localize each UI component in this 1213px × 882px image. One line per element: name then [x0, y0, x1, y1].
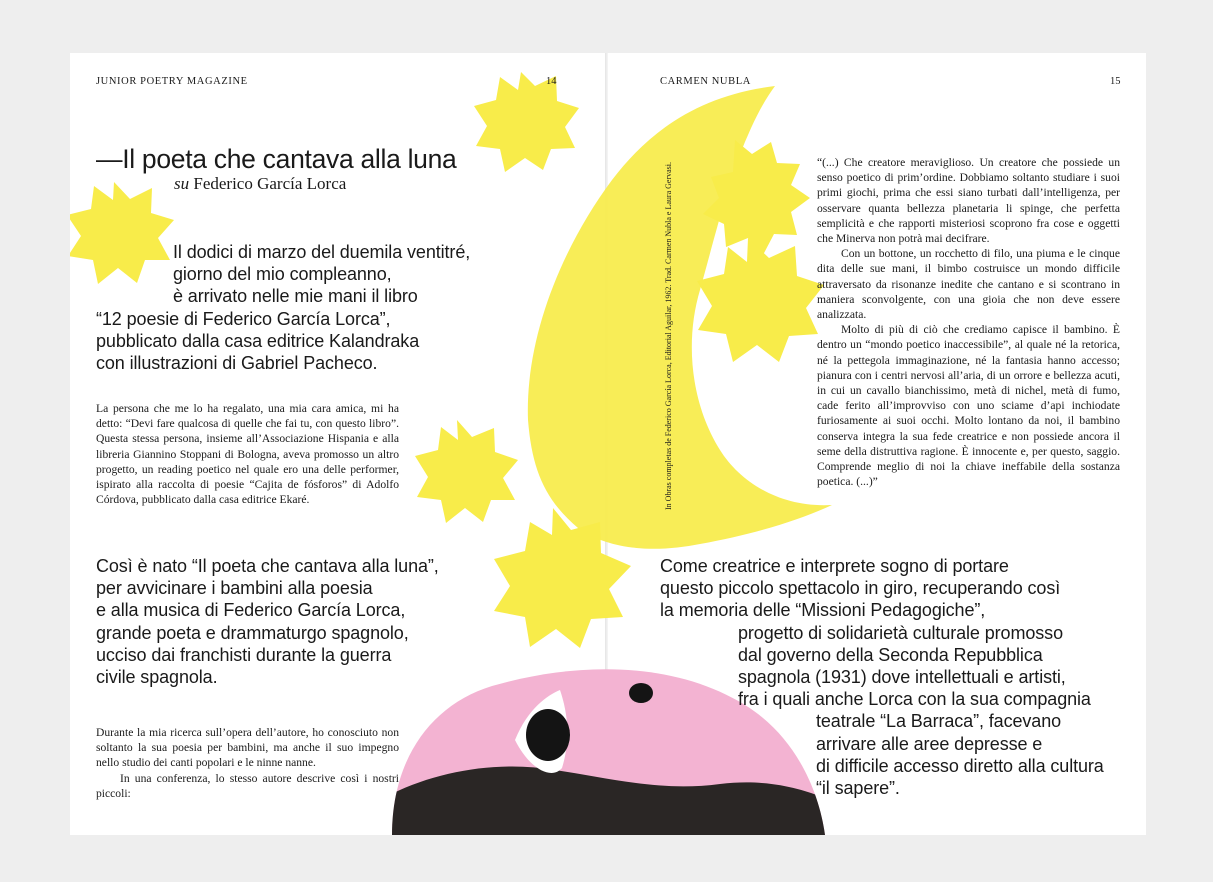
page-subtitle — [174, 174, 346, 194]
closing-line: di difficile accesso diretto alla cultura — [816, 755, 1104, 776]
closing-line: questo piccolo spettacolo in giro, recuperando così — [660, 578, 1061, 599]
closing-paragraph — [660, 555, 1104, 799]
page-title: —Il poeta che cantava alla luna — [96, 144, 457, 174]
running-head-left: JUNIOR POETRY MAGAZINE — [96, 76, 248, 87]
body-text-1 — [96, 401, 399, 507]
closing-line: arrivare alle aree depresse e — [816, 733, 1043, 754]
closing-line: progetto di solidarietà culturale promosso — [738, 622, 1063, 643]
quote-paragraph: Con un bottone, un rocchetto di filo, una piuma e le cinque dita delle sue mani, il bimbo costruisce un mondo difficile attraversato da risonanze inedite che cantano e si scontrano in maniera sconvolgente, con una gioia che non deve essere analizzata. — [817, 247, 1120, 322]
body-text-2 — [96, 725, 399, 801]
subtitle-name: Federico García Lorca — [193, 174, 347, 193]
intro-line: giorno del mio compleanno, — [173, 264, 392, 285]
closing-line: la memoria delle “Missioni Pedagogiche”, — [660, 600, 986, 621]
mid-line: ucciso dai franchisti durante la guerra — [96, 644, 392, 665]
closing-line: fra i quali anche Lorca con la sua compagnia — [738, 689, 1091, 710]
quote-paragraph: “(...) Che creatore meraviglioso. Un creatore che possiede un senso poetico di prim’ordine. Dobbiamo soltanto studiare i suoi primi giochi, prima che essi siano turbati dall’intelligenza, per osservare quanta bellezza planetaria li spinge, che perfetta semplicità e che rapporti misteriosi scoprono fra cose e oggetti che Minerva non potrà mai decifrare. — [817, 156, 1120, 246]
body-paragraph: Durante la mia ricerca sull’opera dell’autore, ho conosciuto non soltanto la sua poesia per bambini, ma anche il suo impegno nello studio dei canti popolari e le ninne nanne. — [96, 726, 399, 770]
mid-line: civile spagnola. — [96, 667, 218, 688]
intro-line: è arrivato nelle mie mani il libro — [173, 286, 418, 307]
page-number-left: 14 — [546, 76, 557, 87]
closing-line: teatrale “La Barraca”, facevano — [816, 711, 1062, 732]
closing-line: spagnola (1931) dove intellettuali e artisti, — [738, 667, 1066, 688]
closing-line: Come creatrice e interprete sogno di portare — [660, 556, 1009, 576]
dot-icon — [629, 683, 653, 703]
pupil-icon — [526, 709, 570, 761]
intro-line: con illustrazioni di Gabriel Pacheco. — [96, 353, 378, 374]
mid-line: e alla musica di Federico García Lorca, — [96, 600, 406, 621]
intro-line: “12 poesie di Federico García Lorca”, — [96, 308, 391, 329]
intro-line: pubblicato dalla casa editrice Kalandraka — [96, 330, 420, 351]
body-paragraph: La persona che me lo ha regalato, una mia cara amica, mi ha detto: “Devi fare qualcosa di quelle che fai tu, con questo libro”. Questa stessa persona, insieme all’Associazione Hispania e alla libreria Giannino Stoppani di Bologna, aveva promosso un altro progetto, un reading poetico nel quale ero una delle performer, ispirato alla raccolta di poesie “Cajita de fósforos” di Adolfo Córdova, pubblicato dalla casa editrice Ekaré. — [96, 402, 399, 507]
intro-line: Il dodici di marzo del duemila ventitré, — [173, 242, 471, 262]
mid-paragraph — [96, 555, 439, 688]
page-number-right: 15 — [1110, 76, 1121, 87]
vertical-credit — [654, 150, 673, 520]
intro-paragraph — [96, 241, 470, 374]
quote-paragraph: Molto di più di ciò che crediamo capisce il bambino. È dentro un “mondo poetico inaccessibile”, al quale né la retorica, né la pettegola immaginazione, né la fantasia hanno accesso; pianura con i centri nervosi all’aria, di un orrore e bellezza acuti, in cui un cavallo bianchissimo, metà di nichel, metà di fumo, cade ferito all’improvviso con uno sciame d’api inchiodate furiosamente ai suoi occhi. Molto lontano da noi, il bambino conserva integra la sua fede creatrice e non possiede ancora il seme della distruttiva ragione. È innocente e, per questo, saggio. Comprende meglio di noi la chiave ineffabile della sostanza poetica. (...)” — [817, 323, 1120, 489]
body-paragraph: In una conferenza, lo stesso autore descrive così i nostri piccoli: — [96, 771, 399, 800]
mid-line: Così è nato “Il poeta che cantava alla luna”, — [96, 556, 439, 576]
vertical-credit-text: In Obras completas de Federico García Lorca, Editorial Aguilar, 1962. Trad. Carmen Nubla e Laura Gervasi. — [664, 161, 673, 510]
quote-block — [817, 155, 1120, 489]
subtitle-prefix: su — [174, 174, 190, 193]
mid-line: per avvicinare i bambini alla poesia — [96, 578, 373, 599]
mid-line: grande poeta e drammaturgo spagnolo, — [96, 622, 409, 643]
closing-line: dal governo della Seconda Repubblica — [738, 644, 1043, 665]
running-head-right: CARMEN NUBLA — [660, 76, 751, 87]
closing-line: “il sapere”. — [816, 778, 900, 799]
